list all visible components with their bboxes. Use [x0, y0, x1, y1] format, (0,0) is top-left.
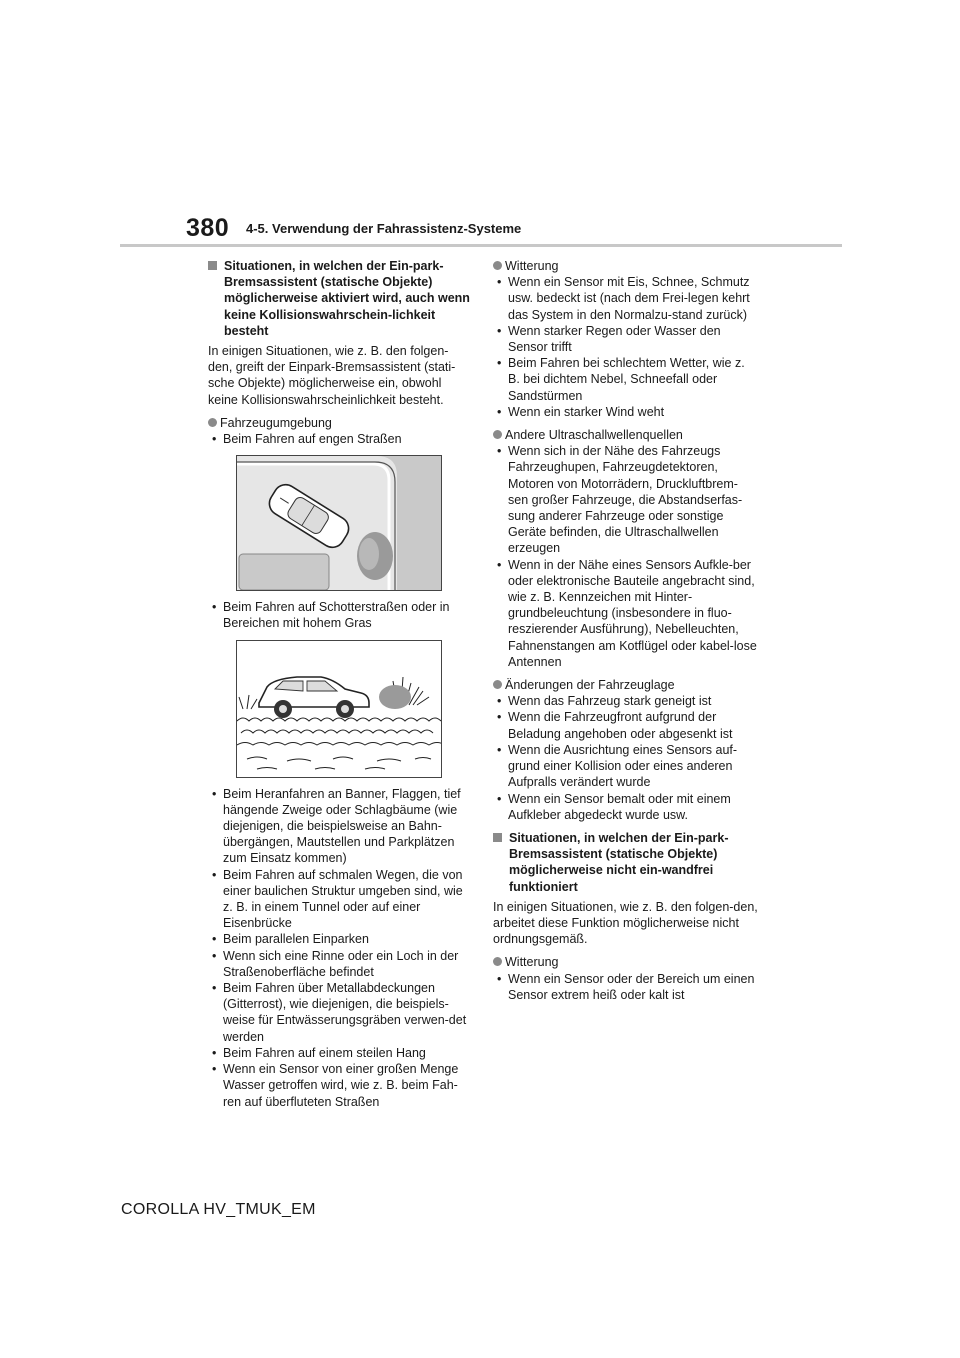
list-item: • Beim Fahren auf Schotterstraßen oder in Bereichen mit hohem Gras	[208, 599, 470, 631]
list-item: • Wenn starker Regen oder Wasser den Sensor trifft	[493, 323, 758, 355]
list-item: • Wenn in der Nähe eines Sensors Aufkle-ber oder elektronische Bauteile angebracht sind, wie z. B. Kennzeichen mit Hinter-grundbeleuchtung (insbesondere in fluo-reszierender Ausführung), Nebelleuchten, Fahnenstangen am Kotflügel oder kabel-lose Antennen	[493, 557, 758, 670]
list-item: • Wenn sich eine Rinne oder ein Loch in der Straßenoberfläche befindet	[208, 948, 470, 980]
group-title-text: Witterung	[505, 259, 559, 273]
bullet-list	[493, 443, 758, 670]
group-title	[493, 427, 758, 443]
circle-marker-icon	[493, 680, 502, 689]
bullet-list	[208, 786, 470, 1110]
group-title-text: Fahrzeugumgebung	[220, 415, 332, 430]
list-item: • Beim Fahren auf einem steilen Hang	[208, 1045, 470, 1061]
square-marker-icon	[493, 833, 502, 842]
list-item: • Wenn das Fahrzeug stark geneigt ist	[493, 693, 758, 709]
group-title	[493, 954, 758, 970]
footer-model-code: COROLLA HV_TMUK_EM	[121, 1201, 316, 1218]
list-item: • Beim parallelen Einparken	[208, 931, 470, 947]
list-item: • Wenn ein Sensor oder der Bereich um einen Sensor extrem heiß oder kalt ist	[493, 971, 758, 1003]
heading-text: Situationen, in welchen der Ein-park-Bremsassistent (statische Objekte) möglicherweise aktiviert wird, auch wenn keine Kollisionswahrschein-lichkeit besteht	[224, 259, 470, 338]
group-title	[208, 415, 470, 431]
section-title: 4-5. Verwendung der Fahrassistenz-Systeme	[246, 221, 522, 236]
list-item: • Wenn ein Sensor bemalt oder mit einem Aufkleber abgedeckt wurde usw.	[493, 791, 758, 823]
list-item: • Wenn ein Sensor mit Eis, Schnee, Schmutz usw. bedeckt ist (nach dem Frei-legen kehrt das System in den Normalzu-stand zurück)	[493, 274, 758, 323]
circle-marker-icon	[493, 430, 502, 439]
list-item: • Beim Heranfahren an Banner, Flaggen, tief hängende Zweige oder Schlagbäume (wie diejenigen, die beispielsweise an Bahn-übergängen, Mautstellen und Parkplätzen zum Einsatz kommen)	[208, 786, 470, 867]
list-item: • Beim Fahren bei schlechtem Wetter, wie z. B. bei dichtem Nebel, Schneefall oder Sandstürmen	[493, 355, 758, 404]
group-title-text: Witterung	[505, 955, 559, 970]
right-column	[493, 258, 758, 1010]
left-column	[208, 258, 470, 1117]
list-item: • Wenn die Ausrichtung eines Sensors auf-grund einer Kollision oder eines anderen Aufpralls verändert wurde	[493, 742, 758, 791]
bullet-list	[493, 971, 758, 1003]
intro-paragraph: In einigen Situationen, wie z. B. den folgen-den, greift der Einpark-Bremsassistent (stati-sche Objekte) möglicherweise ein, obwohl keine Kollisionswahrscheinlichkeit besteht.	[208, 344, 456, 407]
square-marker-icon	[208, 261, 217, 270]
intro-paragraph: In einigen Situationen, wie z. B. den folgen-den, arbeitet diese Funktion möglicherweise nicht ordnungsgemäß.	[493, 899, 758, 947]
group-title	[493, 258, 758, 274]
section-heading	[493, 830, 758, 895]
list-item: • Wenn ein starker Wind weht	[493, 404, 758, 420]
gravel-road-illustration	[236, 640, 442, 778]
list-item: • Wenn sich in der Nähe des Fahrzeugs Fahrzeughupen, Fahrzeugdetektoren, Motoren von Motorrädern, Druckluftbrem-sen großer Fahrzeuge, die Abstandserfas-sung anderer Fahrzeuge oder sonstige Geräte befinden, die Ultraschallwellen erzeugen	[493, 443, 758, 556]
bullet-list	[493, 274, 758, 420]
circle-marker-icon	[493, 261, 502, 270]
heading-text: Situationen, in welchen der Ein-park-Bremsassistent (statische Objekte) möglicherweise nicht ein-wandfrei funktioniert	[509, 830, 729, 894]
bullet-list	[208, 599, 470, 631]
circle-marker-icon	[208, 418, 217, 427]
list-item: • Wenn ein Sensor von einer großen Menge Wasser getroffen wird, wie z. B. beim Fah-ren auf überfluteten Straßen	[208, 1061, 470, 1110]
list-item: • Beim Fahren auf schmalen Wegen, die von einer baulichen Struktur umgeben sind, wie z. B. in einem Tunnel oder auf einer Eisenbrücke	[208, 867, 470, 932]
bullet-list	[493, 693, 758, 823]
list-item: • Wenn die Fahrzeugfront aufgrund der Beladung angehoben oder abgesenkt ist	[493, 709, 758, 741]
circle-marker-icon	[493, 957, 502, 966]
group-title-text: Änderungen der Fahrzeuglage	[505, 678, 675, 693]
header-divider	[120, 244, 842, 247]
group-title-text: Andere Ultraschallwellenquellen	[505, 428, 683, 443]
list-item: • Beim Fahren auf engen Straßen	[208, 431, 470, 447]
group-title	[493, 677, 758, 693]
list-item: • Beim Fahren über Metallabdeckungen (Gitterrost), wie diejenigen, die beispiels-weise für Entwässerungsgräben verwen-det werden	[208, 980, 470, 1045]
section-heading	[208, 258, 470, 339]
page-number: 380	[186, 214, 230, 242]
bullet-list	[208, 431, 470, 447]
narrow-road-illustration	[236, 455, 442, 591]
